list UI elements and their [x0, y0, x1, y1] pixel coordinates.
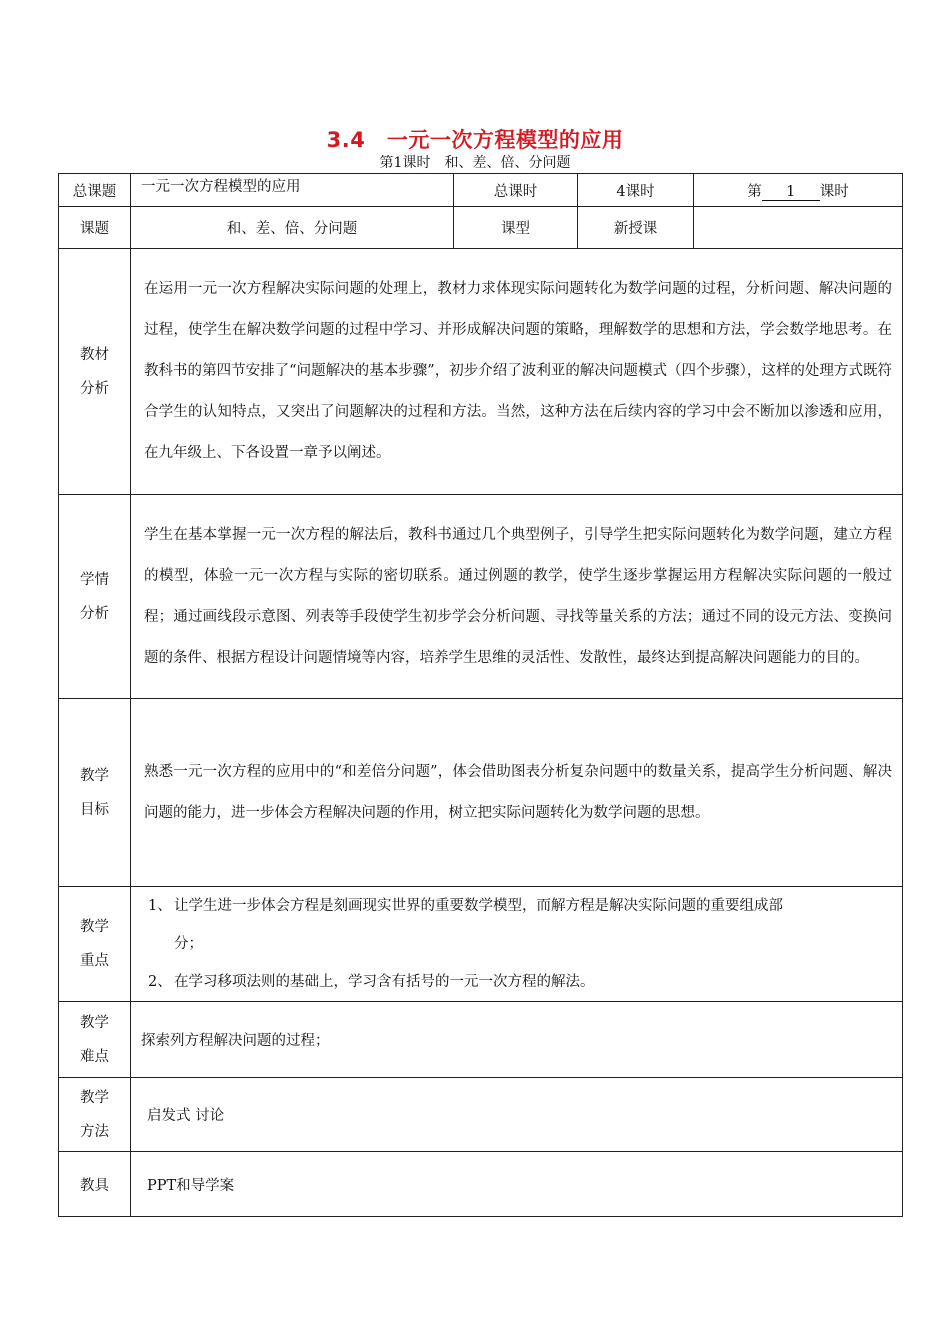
lesson-number: 1: [762, 184, 820, 201]
page-title: 3.4 一元一次方程模型的应用: [326, 128, 624, 152]
teaching-goals-text: 熟悉一元一次方程的应用中的“和差倍分问题”，体会借助图表分析复杂问题中的数量关系，提高学生分析问题、解决问题的能力，进一步体会方程解决问题的作用，树立把实际问题转化为数学问题的思想。: [131, 699, 903, 887]
lesson-prefix: 第: [747, 183, 762, 200]
key-point-item: 1、 让学生进一步体会方程是刻画现实世界的重要数学模型，而解方程是解决实际问题的重要组成部 分；: [148, 898, 783, 952]
info-row-topic: [59, 174, 903, 207]
teaching-goals-label: 教学 目标: [59, 699, 131, 887]
subject-label: 课题: [59, 207, 131, 249]
tools-label: 教具: [59, 1152, 131, 1217]
section-students: [59, 495, 903, 699]
type-label: 课型: [454, 207, 578, 249]
total-hours-value: 4课时: [578, 174, 694, 207]
textbook-analysis-text: 在运用一元一次方程解决实际问题的处理上，教材力求体现实际问题转化为数学问题的过程，分析问题、解决问题的过程，使学生在解决数学问题的过程中学习、并形成解决问题的策略，理解数学的思想和方法，学会数学地思考。在教科书的第四节安排了“问题解决的基本步骤”，初步介绍了波利亚的解决问题模式（四个步骤），这样的处理方式既符合学生的认知特点，又突出了问题解决的过程和方法。当然，这种方法在后续内容的学习中会不断加以渗透和应用，在九年级上、下各设置一章予以阐述。: [131, 249, 903, 495]
topic-label: 总课题: [59, 174, 131, 207]
section-goals: [59, 699, 903, 887]
lesson-suffix: 课时: [819, 183, 849, 200]
subject-value: 和、差、倍、分问题: [131, 207, 454, 249]
method-label: 教学 方法: [59, 1078, 131, 1152]
total-hours-label: 总课时: [454, 174, 578, 207]
lesson-plan-table: [58, 173, 903, 1217]
difficulty-label: 教学 难点: [59, 1002, 131, 1078]
info-row-subject: [59, 207, 903, 249]
student-analysis-label: 学情 分析: [59, 495, 131, 699]
key-points-list: [131, 887, 903, 1002]
section-textbook: [59, 249, 903, 495]
page-subtitle: 第1课时 和、差、倍、分问题: [379, 155, 571, 171]
section-tools: [59, 1152, 903, 1217]
method-text: 启发式 讨论: [131, 1078, 903, 1152]
section-difficulty: [59, 1002, 903, 1078]
section-key-points: [59, 887, 903, 1002]
lesson-number-cell: [694, 174, 903, 207]
student-analysis-text: 学生在基本掌握一元一次方程的解法后，教科书通过几个典型例子，引导学生把实际问题转化为数学问题，建立方程的模型，体验一元一次方程与实际的密切联系。通过例题的教学，使学生逐步掌握运用方程解决实际问题的一般过程；通过画线段示意图、列表等手段使学生初步学会分析问题、寻找等量关系的方法；通过不同的设元方法、变换问题的条件、根据方程设计问题情境等内容，培养学生思维的灵活性、发散性，最终达到提高解决问题能力的目的。: [131, 495, 903, 699]
topic-value: 一元一次方程模型的应用: [131, 174, 454, 207]
textbook-analysis-label: 教材 分析: [59, 249, 131, 495]
section-method: [59, 1078, 903, 1152]
tools-text: PPT和导学案: [131, 1152, 903, 1217]
key-point-item: 2、 在学习移项法则的基础上，学习含有括号的一元一次方程的解法。: [148, 974, 595, 990]
key-points-label: 教学 重点: [59, 887, 131, 1002]
type-value: 新授课: [578, 207, 694, 249]
difficulty-text: 探索列方程解决问题的过程；: [131, 1002, 903, 1078]
empty-cell: [694, 207, 903, 249]
